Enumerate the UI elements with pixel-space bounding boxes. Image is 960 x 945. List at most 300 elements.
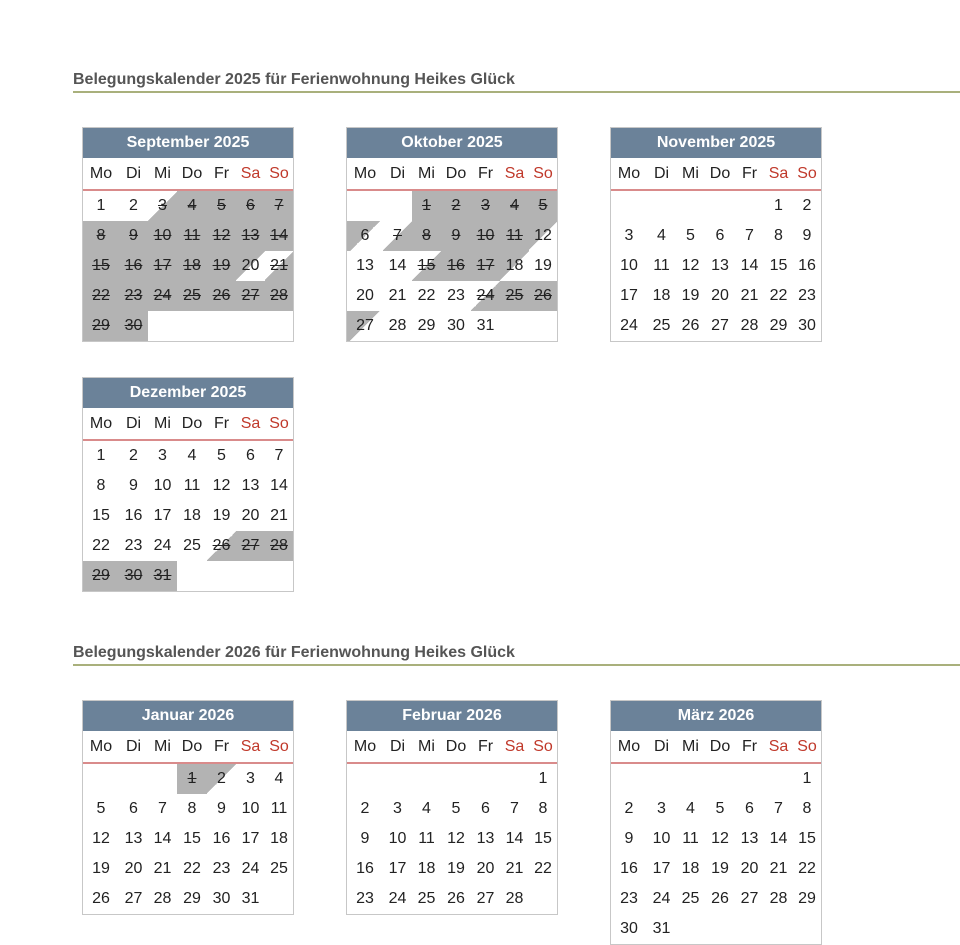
day-cell-booked <box>83 251 119 281</box>
empty-day-cell <box>647 764 676 794</box>
day-number: 13 <box>241 227 260 244</box>
weekday-header: Sa <box>764 158 793 191</box>
weekday-header: Fr <box>471 158 500 191</box>
day-number: 25 <box>183 287 201 304</box>
day-number: 26 <box>534 287 552 304</box>
day-number: 18 <box>652 287 671 304</box>
day-cell-free <box>529 824 557 854</box>
month-grid <box>347 731 557 914</box>
day-cell-free <box>735 221 764 251</box>
day-cell-free <box>177 854 207 884</box>
day-cell-booked <box>265 531 293 561</box>
day-number: 24 <box>241 860 260 877</box>
day-cell-free <box>793 251 821 281</box>
day-cell-free <box>236 794 265 824</box>
day-number: 3 <box>158 197 167 214</box>
weekday-header: Fr <box>207 731 236 764</box>
day-number: 3 <box>246 770 255 787</box>
day-number: 26 <box>212 287 231 304</box>
day-number: 8 <box>96 227 106 244</box>
day-number: 20 <box>356 287 374 304</box>
day-cell-free <box>177 471 207 501</box>
day-number: 9 <box>217 800 226 817</box>
day-number: 16 <box>356 860 374 877</box>
empty-day-cell <box>441 764 471 794</box>
section-title: Belegungskalender 2025 für Ferienwohnung Heikes Glück <box>73 70 960 93</box>
day-number: 15 <box>92 507 110 524</box>
day-number: 7 <box>274 197 284 214</box>
day-cell-free <box>347 824 383 854</box>
day-number: 26 <box>92 890 110 907</box>
month-calendar-dezember-2025 <box>82 377 294 592</box>
day-number: 14 <box>153 830 172 847</box>
day-cell-free <box>83 824 119 854</box>
day-cell-free <box>207 794 236 824</box>
month-title: März 2026 <box>611 701 821 731</box>
day-cell-booked <box>412 221 441 251</box>
day-number: 5 <box>217 447 226 464</box>
day-cell-free <box>236 501 265 531</box>
day-cell-free <box>705 251 735 281</box>
day-cell-free <box>793 824 821 854</box>
day-cell-free <box>441 794 471 824</box>
day-cell-free <box>764 191 793 221</box>
day-number: 25 <box>505 287 524 304</box>
day-number: 4 <box>657 227 666 244</box>
day-cell-booked <box>236 531 265 561</box>
day-number: 8 <box>802 800 812 817</box>
day-number: 16 <box>798 257 816 274</box>
day-number: 21 <box>388 287 407 304</box>
day-number: 17 <box>241 830 260 847</box>
day-number: 4 <box>686 800 695 817</box>
day-number: 9 <box>129 227 138 244</box>
day-cell-free <box>676 824 705 854</box>
day-number: 17 <box>153 257 172 274</box>
day-number: 30 <box>124 567 143 584</box>
weekday-header: Mo <box>83 731 119 764</box>
day-cell-free <box>764 884 793 914</box>
month-title: Oktober 2025 <box>347 128 557 158</box>
day-cell-free <box>148 531 177 561</box>
weekday-header: Mo <box>83 408 119 441</box>
day-number: 8 <box>187 800 197 817</box>
day-number: 7 <box>510 800 519 817</box>
day-cell-free <box>764 794 793 824</box>
day-cell-free <box>676 221 705 251</box>
day-number: 28 <box>740 317 759 334</box>
day-number: 4 <box>187 447 197 464</box>
weekday-header: So <box>265 158 293 191</box>
day-number: 28 <box>270 287 288 304</box>
weekday-header: Sa <box>236 158 265 191</box>
day-number: 8 <box>538 800 548 817</box>
day-number: 22 <box>92 287 110 304</box>
day-number: 2 <box>451 197 461 214</box>
day-cell-arrival <box>412 251 441 281</box>
day-cell-free <box>471 824 500 854</box>
day-number: 10 <box>652 830 671 847</box>
month-title: Februar 2026 <box>347 701 557 731</box>
day-cell-free <box>705 794 735 824</box>
month-calendar-november-2025 <box>610 127 822 342</box>
day-cell-free <box>148 501 177 531</box>
day-cell-free <box>764 854 793 884</box>
day-cell-free <box>412 281 441 311</box>
day-cell-free <box>83 854 119 884</box>
day-cell-booked <box>500 221 529 251</box>
day-cell-booked <box>441 191 471 221</box>
day-cell-free <box>647 884 676 914</box>
day-number: 26 <box>212 537 231 554</box>
day-number: 30 <box>212 890 231 907</box>
day-number: 13 <box>356 257 374 274</box>
day-cell-free <box>119 191 148 221</box>
day-cell-free <box>383 884 412 914</box>
day-cell-free <box>793 764 821 794</box>
day-cell-free <box>83 471 119 501</box>
month-calendar-september-2025 <box>82 127 294 342</box>
weekday-header: Do <box>705 731 735 764</box>
day-number: 6 <box>360 227 370 244</box>
empty-day-cell <box>471 764 500 794</box>
day-number: 28 <box>270 537 288 554</box>
empty-day-cell <box>383 191 412 221</box>
day-number: 8 <box>96 477 106 494</box>
day-cell-free <box>764 221 793 251</box>
day-cell-free <box>119 531 148 561</box>
day-cell-free <box>611 914 647 944</box>
day-number: 27 <box>241 537 260 554</box>
day-cell-departure <box>500 251 529 281</box>
day-number: 20 <box>124 860 143 877</box>
day-cell-free <box>735 884 764 914</box>
day-number: 8 <box>774 227 783 244</box>
day-number: 15 <box>769 257 788 274</box>
day-cell-free <box>735 311 764 341</box>
day-cell-free <box>611 884 647 914</box>
weekday-header: Do <box>177 731 207 764</box>
day-number: 5 <box>451 800 461 817</box>
day-cell-booked <box>119 311 148 341</box>
weekday-header: Do <box>441 731 471 764</box>
day-number: 24 <box>153 537 172 554</box>
day-cell-free <box>529 794 557 824</box>
day-cell-free <box>764 824 793 854</box>
day-cell-free <box>265 764 293 794</box>
day-cell-booked <box>529 281 557 311</box>
day-cell-free <box>441 281 471 311</box>
day-number: 12 <box>681 257 700 274</box>
day-number: 22 <box>798 860 816 877</box>
day-number: 13 <box>740 830 759 847</box>
weekday-header: Sa <box>236 408 265 441</box>
weekday-header: Di <box>383 158 412 191</box>
day-cell-booked <box>500 281 529 311</box>
day-cell-free <box>265 501 293 531</box>
day-number: 2 <box>624 800 634 817</box>
month-title: Dezember 2025 <box>83 378 293 408</box>
day-cell-free <box>705 221 735 251</box>
month-title: September 2025 <box>83 128 293 158</box>
weekday-header: So <box>793 731 821 764</box>
day-cell-free <box>83 884 119 914</box>
day-cell-free <box>383 794 412 824</box>
day-number: 18 <box>505 257 524 274</box>
day-number: 14 <box>270 227 288 244</box>
day-number: 18 <box>183 507 201 524</box>
empty-day-cell <box>735 191 764 221</box>
day-number: 30 <box>447 317 465 334</box>
day-cell-booked <box>119 281 148 311</box>
day-number: 31 <box>476 317 495 334</box>
day-cell-booked <box>148 251 177 281</box>
day-number: 28 <box>153 890 172 907</box>
day-cell-free <box>119 794 148 824</box>
day-cell-free <box>647 854 676 884</box>
weekday-header: Fr <box>471 731 500 764</box>
day-number: 19 <box>711 860 729 877</box>
day-cell-free <box>236 441 265 471</box>
day-number: 3 <box>624 227 634 244</box>
day-number: 1 <box>774 197 783 214</box>
day-cell-booked <box>177 191 207 221</box>
day-number: 10 <box>388 830 407 847</box>
day-number: 9 <box>451 227 461 244</box>
month-grid <box>83 731 293 914</box>
day-number: 16 <box>124 257 143 274</box>
day-number: 13 <box>124 830 143 847</box>
day-cell-booked <box>177 764 207 794</box>
day-cell-free <box>764 311 793 341</box>
day-cell-free <box>119 884 148 914</box>
day-number: 25 <box>681 890 700 907</box>
day-cell-free <box>265 854 293 884</box>
day-number: 31 <box>241 890 260 907</box>
day-number: 15 <box>183 830 201 847</box>
day-cell-free <box>441 311 471 341</box>
day-number: 29 <box>769 317 788 334</box>
weekday-header: Di <box>647 731 676 764</box>
day-cell-free <box>471 854 500 884</box>
day-number: 29 <box>92 567 110 584</box>
day-cell-free <box>705 824 735 854</box>
day-cell-booked <box>119 221 148 251</box>
day-cell-free <box>705 884 735 914</box>
day-number: 15 <box>92 257 110 274</box>
day-cell-free <box>500 794 529 824</box>
day-cell-departure <box>347 221 383 251</box>
day-number: 1 <box>538 770 548 787</box>
day-cell-free <box>793 191 821 221</box>
day-cell-free <box>705 311 735 341</box>
day-number: 27 <box>476 890 495 907</box>
day-cell-free <box>177 884 207 914</box>
day-number: 6 <box>715 227 725 244</box>
day-cell-free <box>207 441 236 471</box>
day-number: 19 <box>212 257 231 274</box>
weekday-header: Fr <box>735 731 764 764</box>
day-cell-booked <box>236 281 265 311</box>
day-number: 28 <box>505 890 524 907</box>
day-cell-free <box>441 884 471 914</box>
day-number: 18 <box>417 860 436 877</box>
day-number: 17 <box>153 507 172 524</box>
day-number: 3 <box>158 447 167 464</box>
day-number: 20 <box>241 257 260 274</box>
day-cell-booked <box>177 251 207 281</box>
month-calendar-februar-2026 <box>346 700 558 915</box>
day-cell-arrival <box>383 221 412 251</box>
day-number: 4 <box>274 770 284 787</box>
day-number: 23 <box>212 860 231 877</box>
day-number: 11 <box>183 477 201 494</box>
day-number: 1 <box>422 197 431 214</box>
day-number: 24 <box>153 287 172 304</box>
day-cell-free <box>611 794 647 824</box>
month-grid <box>611 158 821 341</box>
day-cell-free <box>793 281 821 311</box>
day-cell-free <box>83 441 119 471</box>
weekday-header: Mo <box>347 158 383 191</box>
day-number: 14 <box>505 830 524 847</box>
day-cell-free <box>705 854 735 884</box>
day-number: 11 <box>653 257 670 274</box>
day-number: 23 <box>356 890 374 907</box>
day-cell-free <box>207 501 236 531</box>
day-number: 9 <box>624 830 634 847</box>
day-cell-free <box>529 251 557 281</box>
day-number: 19 <box>447 860 465 877</box>
day-cell-free <box>236 764 265 794</box>
day-number: 11 <box>270 800 288 817</box>
day-number: 11 <box>418 830 435 847</box>
day-cell-free <box>265 794 293 824</box>
weekday-header: Mo <box>83 158 119 191</box>
day-number: 14 <box>270 477 288 494</box>
day-number: 21 <box>270 507 288 524</box>
day-cell-free <box>207 854 236 884</box>
day-cell-booked <box>119 561 148 591</box>
day-number: 16 <box>124 507 143 524</box>
day-number: 16 <box>212 830 231 847</box>
day-cell-free <box>611 311 647 341</box>
day-cell-free <box>207 884 236 914</box>
day-number: 20 <box>740 860 759 877</box>
day-number: 24 <box>620 317 638 334</box>
empty-day-cell <box>347 764 383 794</box>
day-number: 27 <box>124 890 143 907</box>
weekday-header: Di <box>119 731 148 764</box>
weekday-header: Mi <box>148 408 177 441</box>
day-number: 19 <box>212 507 231 524</box>
day-cell-free <box>236 824 265 854</box>
day-number: 9 <box>802 227 812 244</box>
day-number: 20 <box>241 507 260 524</box>
day-cell-free <box>148 824 177 854</box>
day-cell-free <box>177 531 207 561</box>
day-cell-free <box>500 884 529 914</box>
day-cell-free <box>383 854 412 884</box>
day-number: 14 <box>769 830 788 847</box>
weekday-header: Sa <box>500 158 529 191</box>
day-cell-free <box>236 854 265 884</box>
day-number: 12 <box>447 830 465 847</box>
day-cell-booked <box>207 191 236 221</box>
day-number: 24 <box>652 890 671 907</box>
day-cell-free <box>83 191 119 221</box>
day-number: 5 <box>686 227 695 244</box>
day-number: 12 <box>92 830 110 847</box>
day-cell-free <box>676 251 705 281</box>
month-title: November 2025 <box>611 128 821 158</box>
day-number: 6 <box>129 800 138 817</box>
weekday-header: Sa <box>764 731 793 764</box>
empty-day-cell <box>83 764 119 794</box>
day-number: 5 <box>96 800 106 817</box>
day-number: 31 <box>153 567 172 584</box>
day-number: 22 <box>769 287 788 304</box>
day-cell-free <box>383 824 412 854</box>
day-cell-free <box>500 824 529 854</box>
day-cell-arrival <box>265 251 293 281</box>
day-number: 14 <box>388 257 407 274</box>
month-grid <box>83 158 293 341</box>
day-cell-free <box>236 471 265 501</box>
day-cell-booked <box>441 221 471 251</box>
day-number: 18 <box>681 860 700 877</box>
day-cell-free <box>735 824 764 854</box>
day-cell-free <box>119 501 148 531</box>
day-number: 24 <box>476 287 495 304</box>
day-cell-free <box>412 824 441 854</box>
weekday-header: Do <box>177 158 207 191</box>
day-number: 7 <box>393 227 402 244</box>
day-number: 31 <box>652 920 671 937</box>
day-number: 23 <box>124 287 143 304</box>
day-cell-booked <box>265 221 293 251</box>
day-number: 10 <box>153 477 172 494</box>
day-cell-free <box>236 884 265 914</box>
day-number: 9 <box>129 477 138 494</box>
empty-day-cell <box>676 764 705 794</box>
day-cell-free <box>148 471 177 501</box>
empty-day-cell <box>412 764 441 794</box>
empty-day-cell <box>647 191 676 221</box>
day-cell-free <box>412 794 441 824</box>
day-number: 23 <box>798 287 816 304</box>
day-cell-booked <box>412 191 441 221</box>
day-cell-booked <box>207 221 236 251</box>
day-number: 30 <box>620 920 638 937</box>
day-number: 22 <box>417 287 436 304</box>
day-cell-departure <box>529 221 557 251</box>
day-cell-booked <box>236 221 265 251</box>
weekday-header: Sa <box>236 731 265 764</box>
day-cell-booked <box>148 561 177 591</box>
day-number: 23 <box>447 287 465 304</box>
day-cell-booked <box>177 221 207 251</box>
day-cell-booked <box>83 221 119 251</box>
day-number: 12 <box>711 830 729 847</box>
empty-day-cell <box>611 191 647 221</box>
day-cell-free <box>735 251 764 281</box>
day-cell-booked <box>471 251 500 281</box>
empty-day-cell <box>676 191 705 221</box>
day-number: 2 <box>802 197 812 214</box>
weekday-header: Mo <box>611 158 647 191</box>
day-cell-booked <box>83 311 119 341</box>
